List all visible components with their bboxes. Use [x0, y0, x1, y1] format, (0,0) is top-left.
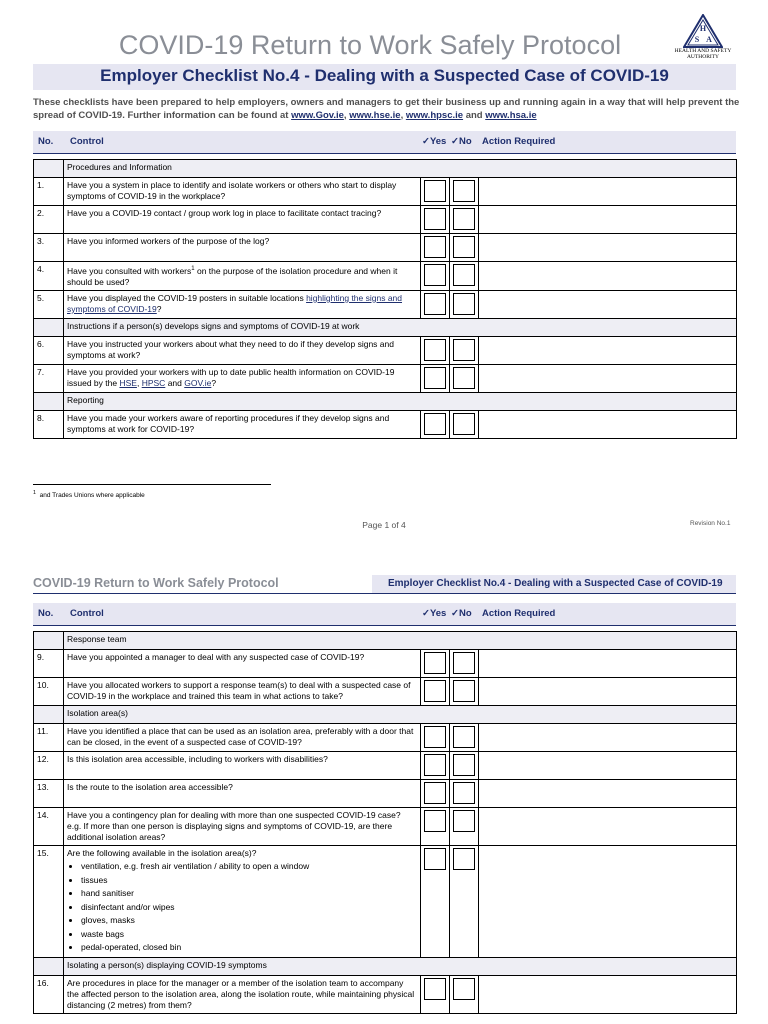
yes-checkbox[interactable]: [424, 367, 446, 389]
action-required-field[interactable]: [479, 234, 737, 262]
action-required-field[interactable]: [479, 976, 737, 1014]
section-title: Response team: [64, 632, 737, 650]
col-no-answer: ✓No: [451, 136, 472, 147]
section-title: Procedures and Information: [64, 160, 737, 178]
no-checkbox[interactable]: [453, 978, 475, 1000]
link-hsa[interactable]: www.hsa.ie: [485, 110, 537, 121]
control-text: Have you displayed the COVID-19 posters in suitable locations highlighting the signs and symptoms of COVID-19?: [64, 290, 421, 318]
control-text: Is this isolation area accessible, including to workers with disabilities?: [64, 752, 421, 780]
section-row: [34, 706, 737, 724]
action-required-field[interactable]: [479, 808, 737, 846]
no-checkbox[interactable]: [453, 726, 475, 748]
control-text: Have you made your workers aware of reporting procedures if they develop signs and symptoms at work for COVID-19?: [64, 410, 421, 438]
control-text: Are procedures in place for the manager or a member of the isolation team to accompany the affected person to the isolation area, along the isolation route, while maintaining physical distancing (2 metres) from them?: [64, 976, 421, 1014]
yes-checkbox[interactable]: [424, 680, 446, 702]
list-item: • gloves, masks: [81, 914, 417, 928]
page2-divider: [33, 593, 736, 594]
intro-paragraph: These checklists have been prepared to help employers, owners and managers to get their business up and running again in a way that will help prevent the spread of COVID-19. Further information can be found at www.Gov.ie, www.hse.ie, www.hpsc.ie and www.hsa.ie: [33, 97, 740, 121]
table-row: 16. Are procedures in place for the manager or a member of the isolation team to accompany the affected person to the isolation area, along the isolation route, while maintaining physical distancing (2 metres) from them?: [34, 976, 737, 1014]
link-signs-symptoms[interactable]: highlighting the signs and symptoms of COVID-19: [67, 292, 403, 314]
action-required-field[interactable]: [479, 178, 737, 206]
table-row: 6. Have you instructed your workers about what they need to do if they develop signs and symptoms at work?: [34, 336, 737, 364]
checklist-table-page2: [33, 631, 737, 1014]
logo-letter: S: [694, 35, 700, 44]
control-text: Have you a COVID-19 contact / group work log in place to facilitate contact tracing?: [64, 206, 421, 234]
yes-checkbox[interactable]: [424, 236, 446, 258]
column-header: [33, 131, 736, 154]
action-required-field[interactable]: [479, 780, 737, 808]
section-row: [34, 392, 737, 410]
no-checkbox[interactable]: [453, 848, 475, 870]
action-required-field[interactable]: [479, 410, 737, 438]
table-row: 13. Is the route to the isolation area accessible?: [34, 780, 737, 808]
action-required-field[interactable]: [479, 336, 737, 364]
action-required-field[interactable]: [479, 206, 737, 234]
no-checkbox[interactable]: [453, 236, 475, 258]
yes-checkbox[interactable]: [424, 726, 446, 748]
col-no: No.: [38, 608, 54, 619]
logo-letter: A: [706, 35, 712, 44]
table-row: 15. Are the following available in the isolation area(s)? • ventilation, e.g. fresh air ventilation / ability to open a window • tissues • hand sanitiser • disinfectant and/or wipes • gloves, masks • waste bags • pedal-operated, closed bin: [34, 846, 737, 958]
action-required-field[interactable]: [479, 364, 737, 392]
hsa-logo: [662, 14, 744, 64]
yes-checkbox[interactable]: [424, 652, 446, 674]
no-checkbox[interactable]: [453, 680, 475, 702]
link-hse[interactable]: www.hse.ie: [349, 110, 401, 121]
no-checkbox[interactable]: [453, 339, 475, 361]
list-item: • tissues: [81, 874, 417, 888]
revision-number: Revision No.1: [690, 520, 731, 527]
column-header: [33, 603, 736, 626]
table-row: 3. Have you informed workers of the purpose of the log?: [34, 234, 737, 262]
list-item: • hand sanitiser: [81, 887, 417, 901]
control-text: Have you a contingency plan for dealing with more than one suspected COVID-19 case? e.g. If more than one person is displaying signs and symptoms of COVID-19, are there additional isolation areas?: [64, 808, 421, 846]
action-required-field[interactable]: [479, 290, 737, 318]
no-checkbox[interactable]: [453, 180, 475, 202]
no-checkbox[interactable]: [453, 652, 475, 674]
no-checkbox[interactable]: [453, 293, 475, 315]
section-title: Isolating a person(s) displaying COVID-19 symptoms: [64, 958, 737, 976]
link-hpsc[interactable]: www.hpsc.ie: [405, 110, 464, 121]
checklist-table-page1: [33, 159, 737, 439]
no-checkbox[interactable]: [453, 810, 475, 832]
table-row: 10. Have you allocated workers to support a response team(s) to deal with a suspected case of COVID-19 in the workplace and trained this team in what actions to take?: [34, 678, 737, 706]
page2-subtitle-band: [372, 575, 736, 593]
action-required-field[interactable]: [479, 846, 737, 958]
section-row: [34, 958, 737, 976]
section-row: [34, 632, 737, 650]
table-row: 5. Have you displayed the COVID-19 posters in suitable locations highlighting the signs and symptoms of COVID-19?: [34, 290, 737, 318]
control-text: Is the route to the isolation area accessible?: [64, 780, 421, 808]
section-row: [34, 160, 737, 178]
yes-checkbox[interactable]: [424, 754, 446, 776]
action-required-field[interactable]: [479, 650, 737, 678]
no-checkbox[interactable]: [453, 754, 475, 776]
action-required-field[interactable]: [479, 262, 737, 291]
section-row: [34, 318, 737, 336]
yes-checkbox[interactable]: [424, 208, 446, 230]
table-row: 14. Have you a contingency plan for dealing with more than one suspected COVID-19 case? e.g. If more than one person is displaying signs and symptoms of COVID-19, are there additional isolation areas?: [34, 808, 737, 846]
control-text: Have you informed workers of the purpose of the log?: [64, 234, 421, 262]
footnote: $^1$ and Trades Unions where applicable: [33, 490, 145, 500]
table-row: 8. Have you made your workers aware of reporting procedures if they develop signs and symptoms at work for COVID-19?: [34, 410, 737, 438]
link-gov[interactable]: www.Gov.ie: [291, 110, 344, 121]
col-action: Action Required: [482, 608, 556, 619]
control-text: Have you allocated workers to support a response team(s) to deal with a suspected case of COVID-19 in the workplace and trained this team in what actions to take?: [64, 678, 421, 706]
link-hse-inline[interactable]: HSE: [119, 377, 137, 388]
action-required-field[interactable]: [479, 752, 737, 780]
yes-checkbox[interactable]: [424, 978, 446, 1000]
yes-checkbox[interactable]: [424, 848, 446, 870]
control-text: Have you identified a place that can be used as an isolation area, preferably with a door that can be closed, in the event of a suspected case of COVID-19?: [64, 724, 421, 752]
action-required-field[interactable]: [479, 724, 737, 752]
table-row: 12. Is this isolation area accessible, including to workers with disabilities?: [34, 752, 737, 780]
no-checkbox[interactable]: [453, 413, 475, 435]
table-row: 9. Have you appointed a manager to deal with any suspected case of COVID-19?: [34, 650, 737, 678]
control-text: Have you provided your workers with up to date public health information on COVID-19 issued by the HSE, HPSC and GOV.ie?: [64, 364, 421, 392]
list-item: • disinfectant and/or wipes: [81, 901, 417, 915]
link-gov-inline[interactable]: GOV.ie: [184, 377, 212, 388]
page-number: Page 1 of 4: [362, 520, 406, 530]
yes-checkbox[interactable]: [424, 339, 446, 361]
list-item: • ventilation, e.g. fresh air ventilation / ability to open a window: [81, 860, 417, 874]
yes-checkbox[interactable]: [424, 810, 446, 832]
control-text: Have you a system in place to identify and isolate workers or others who start to display symptoms of COVID-19 in the workplace?: [64, 178, 421, 206]
table-row: 1. Have you a system in place to identify and isolate workers or others who start to display symptoms of COVID-19 in the workplace?: [34, 178, 737, 206]
footnote-ref: 1: [191, 266, 195, 272]
table-row: 7. Have you provided your workers with up to date public health information on COVID-19 issued by the HSE, HPSC and GOV.ie?: [34, 364, 737, 392]
hsa-triangle-icon: [683, 14, 723, 48]
logo-letter: H: [699, 24, 707, 33]
no-checkbox[interactable]: [453, 208, 475, 230]
logo-caption: HEALTH AND SAFETY AUTHORITY: [674, 48, 732, 60]
col-yes: ✓Yes: [422, 136, 447, 147]
yes-checkbox[interactable]: [424, 180, 446, 202]
list-item: • waste bags: [81, 928, 417, 942]
col-yes: ✓Yes: [422, 608, 447, 619]
yes-checkbox[interactable]: [424, 413, 446, 435]
col-control: Control: [70, 136, 104, 147]
page2-title: COVID-19 Return to Work Safely Protocol: [33, 576, 279, 590]
no-checkbox[interactable]: [453, 367, 475, 389]
page2-subtitle: Employer Checklist No.4 - Dealing with a Suspected Case of COVID-19: [388, 578, 723, 589]
col-no-answer: ✓No: [451, 608, 472, 619]
checklist-subtitle: Employer Checklist No.4 - Dealing with a Suspected Case of COVID-19: [100, 66, 669, 85]
section-title: Isolation area(s): [64, 706, 737, 724]
no-checkbox[interactable]: [453, 264, 475, 286]
equipment-list: [67, 860, 417, 955]
table-row: 11. Have you identified a place that can be used as an isolation area, preferably with a door that can be closed, in the event of a suspected case of COVID-19?: [34, 724, 737, 752]
page-title: COVID-19 Return to Work Safely Protocol: [118, 30, 622, 60]
list-item: • pedal-operated, closed bin: [81, 941, 417, 955]
control-text: Have you consulted with workers$^1$ on the purpose of the isolation procedure and when it should be used?: [64, 262, 421, 291]
table-row: 2. Have you a COVID-19 contact / group work log in place to facilitate contact tracing?: [34, 206, 737, 234]
link-hpsc-inline[interactable]: HPSC: [141, 377, 166, 388]
control-text: Have you instructed your workers about what they need to do if they develop signs and symptoms at work?: [64, 336, 421, 364]
yes-checkbox[interactable]: [424, 264, 446, 286]
section-title: Reporting: [64, 392, 737, 410]
yes-checkbox[interactable]: [424, 293, 446, 315]
control-text: Have you appointed a manager to deal with any suspected case of COVID-19?: [64, 650, 421, 678]
col-control: Control: [70, 608, 104, 619]
section-title: Instructions if a person(s) develops signs and symptoms of COVID-19 at work: [64, 318, 737, 336]
table-row: 4. Have you consulted with workers$^1$ on the purpose of the isolation procedure and when it should be used?: [34, 262, 737, 291]
action-required-field[interactable]: [479, 678, 737, 706]
no-checkbox[interactable]: [453, 782, 475, 804]
col-no: No.: [38, 136, 54, 147]
yes-checkbox[interactable]: [424, 782, 446, 804]
control-text: Are the following available in the isolation area(s)? • ventilation, e.g. fresh air ventilation / ability to open a window • tissues • hand sanitiser • disinfectant and/or wipes • gloves, masks • waste bags • pedal-operated, closed bin: [64, 846, 421, 958]
footnote-divider: [33, 484, 271, 485]
col-action: Action Required: [482, 136, 556, 147]
